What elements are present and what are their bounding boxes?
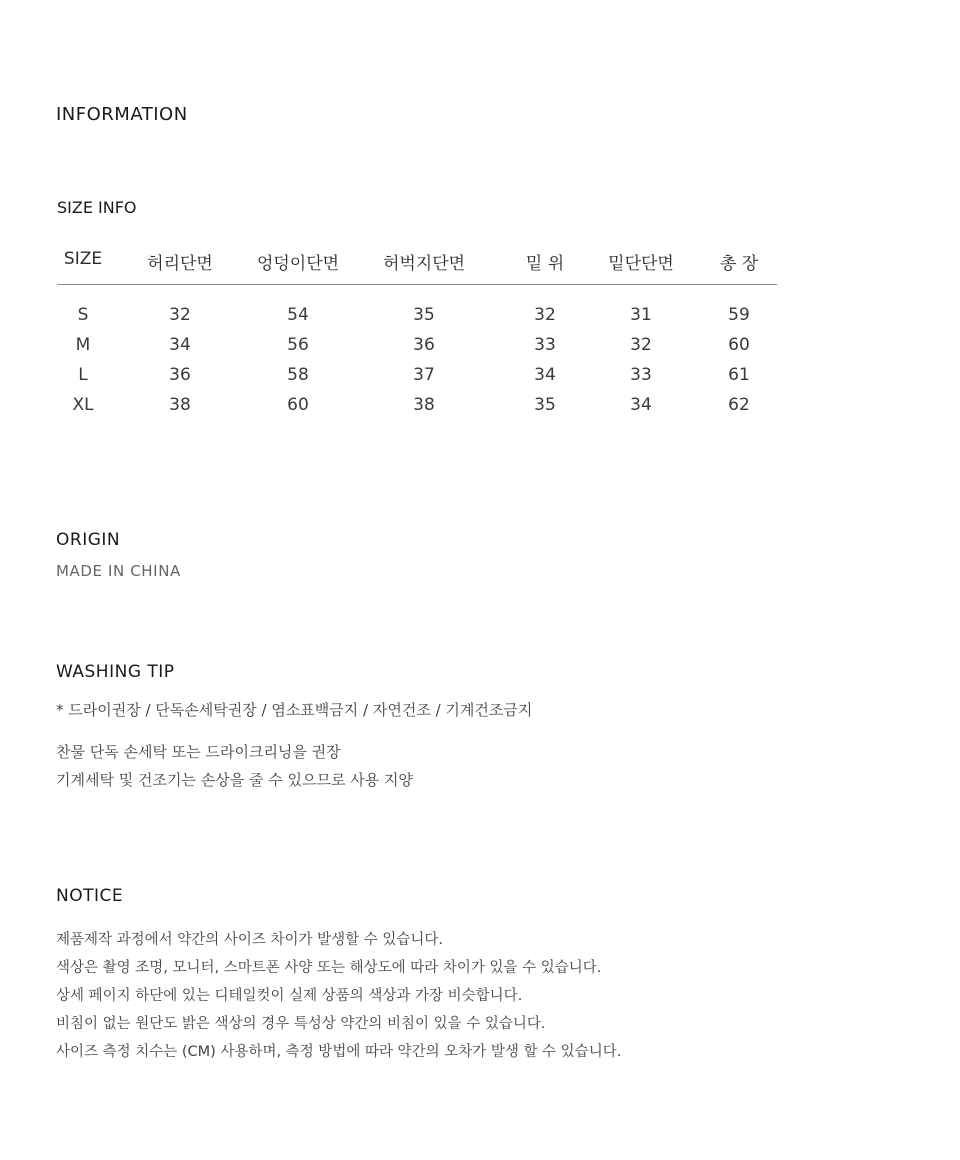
rise-value: 32: [534, 305, 556, 325]
table-row: [57, 361, 777, 391]
origin-title: ORIGIN: [56, 530, 121, 550]
size-label: L: [78, 365, 88, 385]
header-hip: 엉덩이단면: [256, 254, 340, 274]
length-value: 61: [728, 365, 750, 385]
notice-list: [56, 926, 621, 1066]
hip-value: 54: [287, 305, 309, 325]
notice-line: 제품제작 과정에서 약간의 사이즈 차이가 발생할 수 있습니다.: [56, 932, 444, 948]
size-table-body: [57, 301, 777, 421]
washing-line: 찬물 단독 손세탁 또는 드라이크리닝을 권장: [56, 743, 341, 761]
size-table: [57, 244, 777, 421]
header-rise: 밑 위: [525, 254, 565, 274]
rise-value: 34: [534, 365, 556, 385]
waist-value: 36: [169, 365, 191, 385]
notice-line: 사이즈 측정 치수는 (CM) 사용하며, 측정 방법에 따라 약간의 오차가 발생 할 수 있습니다.: [56, 1044, 622, 1060]
hem-value: 33: [630, 365, 652, 385]
notice-line: 상세 페이지 하단에 있는 디테일컷이 실제 상품의 색상과 가장 비슷합니다.: [56, 988, 523, 1004]
waist-value: 32: [169, 305, 191, 325]
washing-summary: * 드라이권장 / 단독손세탁권장 / 염소표백금지 / 자연건조 / 기계건조금지: [56, 701, 533, 719]
notice-line: 비침이 없는 원단도 밝은 색상의 경우 특성상 약간의 비침이 있을 수 있습니다.: [56, 1016, 546, 1032]
hem-value: 34: [630, 395, 652, 415]
header-length: 총 장: [719, 254, 759, 274]
rise-value: 33: [534, 335, 556, 355]
length-value: 59: [728, 305, 750, 325]
information-title: INFORMATION: [56, 104, 188, 125]
table-row: [57, 391, 777, 421]
length-value: 62: [728, 395, 750, 415]
header-waist: 허리단면: [147, 254, 213, 274]
thigh-value: 35: [413, 305, 435, 325]
header-size: SIZE: [63, 249, 103, 269]
size-label: XL: [72, 395, 94, 415]
thigh-value: 38: [413, 395, 435, 415]
washing-tip-title: WASHING TIP: [56, 662, 175, 682]
notice-title: NOTICE: [56, 886, 124, 906]
size-info-title: SIZE INFO: [57, 198, 137, 217]
size-label: M: [75, 335, 91, 355]
hem-value: 32: [630, 335, 652, 355]
hip-value: 56: [287, 335, 309, 355]
header-thigh: 허벅지단면: [382, 254, 466, 274]
rise-value: 35: [534, 395, 556, 415]
notice-line: 색상은 촬영 조명, 모니터, 스마트폰 사양 또는 해상도에 따라 차이가 있을 수 있습니다.: [56, 960, 602, 976]
waist-value: 38: [169, 395, 191, 415]
table-row: [57, 331, 777, 361]
thigh-value: 36: [413, 335, 435, 355]
size-label: S: [77, 305, 89, 325]
origin-value: MADE IN CHINA: [56, 562, 181, 580]
header-hem: 밑단단면: [608, 254, 674, 274]
hem-value: 31: [630, 305, 652, 325]
hip-value: 60: [287, 395, 309, 415]
thigh-value: 37: [413, 365, 435, 385]
size-table-header: [57, 244, 777, 285]
washing-line: 기계세탁 및 건조기는 손상을 줄 수 있으므로 사용 지양: [56, 771, 413, 789]
length-value: 60: [728, 335, 750, 355]
waist-value: 34: [169, 335, 191, 355]
washing-instructions: [56, 738, 413, 794]
hip-value: 58: [287, 365, 309, 385]
table-row: [57, 301, 777, 331]
